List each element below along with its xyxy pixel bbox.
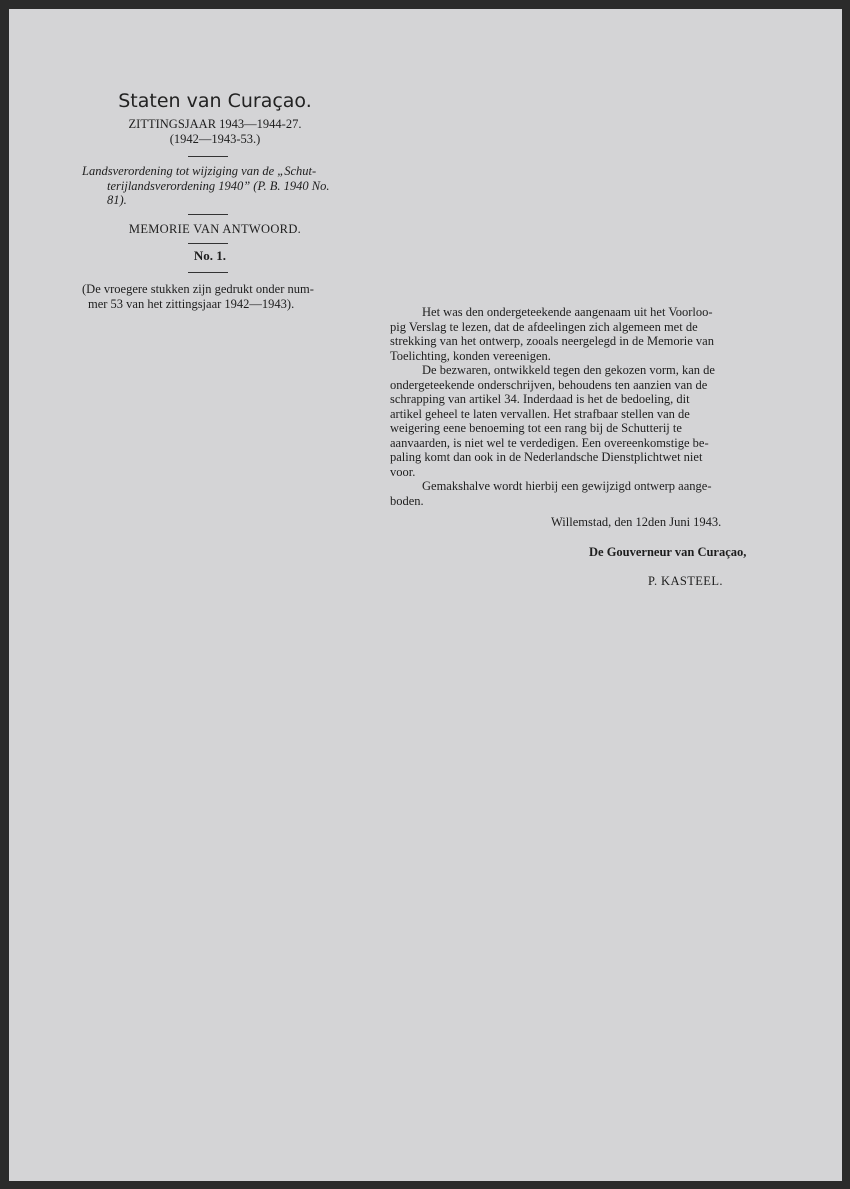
document-title: Staten van Curaçao.: [118, 90, 312, 112]
note-line: mer 53 van het zittingsjaar 1942—1943).: [88, 296, 295, 311]
document-number: No. 1.: [193, 248, 227, 263]
signatory-name: P. KASTEEL.: [648, 574, 723, 588]
note-line: (De vroegere stukken zijn gedrukt onder num-: [82, 282, 314, 296]
divider: [188, 272, 228, 273]
body-line: pig Verslag te lezen, dat de afdeelingen zich algemeen met de: [390, 319, 698, 334]
session-line: (1942—1943-53.): [169, 131, 261, 146]
session-line: ZITTINGSJAAR 1943—1944-27.: [128, 117, 302, 131]
place-date: Willemstad, den 12den Juni 1943.: [551, 515, 722, 529]
body-line: weigering eene benoeming tot een rang bij de Schutterij te: [390, 421, 682, 435]
body-line: artikel geheel te laten vervallen. Het strafbaar stellen van de: [390, 406, 690, 421]
body-line: ondergeteekende onderschrijven, behoudens ten aanzien van de: [390, 377, 708, 392]
body-line: Toelichting, konden vereenigen.: [390, 348, 551, 363]
body-line: schrapping van artikel 34. Inderdaad is het de bedoeling, dit: [390, 392, 690, 406]
subject-heading: [82, 164, 357, 208]
body-line: Gemakshalve wordt hierbij een gewijzigd ontwerp aange-: [422, 479, 712, 493]
divider: [188, 214, 228, 215]
body-line: Het was den ondergeteekende aangenaam uit het Voorloo-: [422, 305, 713, 319]
body-text: [390, 305, 783, 508]
subject-line: Landsverordening tot wijziging van de „Schut-: [82, 164, 317, 178]
session-info: [110, 117, 320, 146]
memorie-heading: MEMORIE VAN ANTWOORD.: [128, 222, 302, 236]
body-line: paling komt dan ook in de Nederlandsche Dienstplichtwet niet: [390, 450, 703, 464]
subject-line: 81).: [107, 193, 127, 207]
body-line: boden.: [390, 493, 424, 508]
body-line: De bezwaren, ontwikkeld tegen den gekozen vorm, kan de: [422, 363, 715, 377]
body-line: strekking van het ontwerp, zooals neergelegd in de Memorie van: [390, 334, 714, 348]
body-line: aanvaarden, is niet wel te verdedigen. Een overeenkomstige be-: [390, 435, 709, 450]
subject-line: terijlandsverordening 1940” (P. B. 1940 No.: [107, 178, 330, 193]
reference-note: [82, 282, 357, 311]
signatory-title: De Gouverneur van Curaçao,: [589, 545, 747, 559]
divider: [188, 243, 228, 244]
body-line: voor.: [390, 464, 416, 479]
divider: [188, 156, 228, 157]
